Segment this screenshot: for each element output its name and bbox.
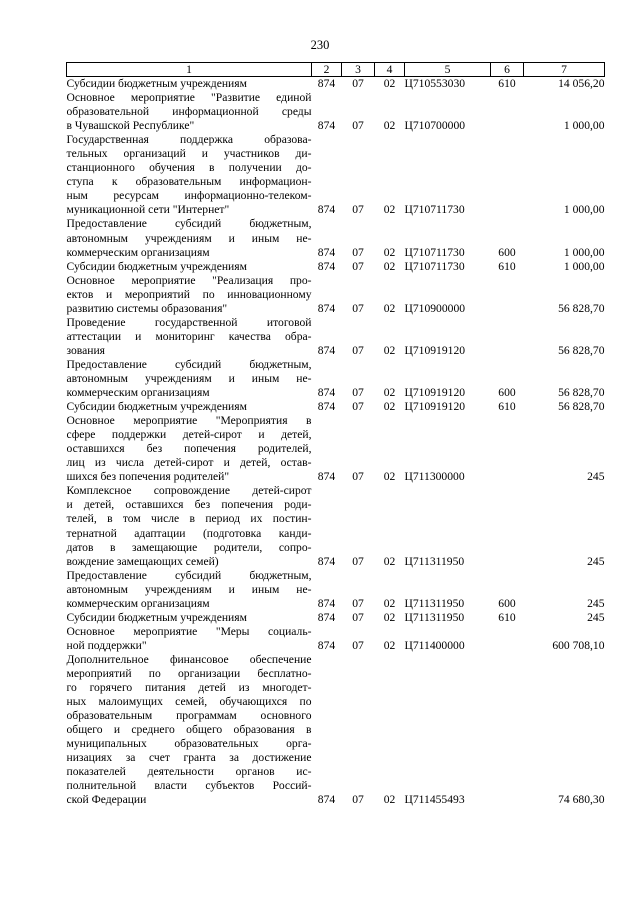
description-line: образовательной информационной среды — [66, 105, 312, 119]
cell-description — [67, 414, 312, 484]
description-line: автономным учреждениям и иным не- — [66, 231, 312, 245]
cell-section: 07 — [352, 400, 364, 414]
description-line: Субсидии бюджетным учреждениям — [66, 259, 247, 273]
cell-description — [67, 484, 312, 568]
cell-description — [67, 316, 312, 358]
cell-expense-type: 600 — [498, 386, 516, 400]
description-line: Проведение государственной итоговой — [66, 315, 312, 329]
description-line: автономным учреждениям и иным не- — [66, 371, 312, 385]
cell-section: 07 — [352, 119, 364, 133]
description-line: мероприятий по организации бесплатно- — [66, 666, 312, 680]
table-row — [67, 316, 605, 358]
cell-amount: 1 000,00 — [563, 245, 605, 259]
cell-expense-type — [491, 484, 524, 568]
cell-amount: 1 000,00 — [563, 259, 605, 273]
cell-section: 07 — [352, 203, 364, 217]
description-line: показателей деятельности органов ис- — [66, 765, 312, 779]
cell-target-article: Ц710919120 — [404, 400, 466, 414]
cell-target-article: Ц710700000 — [404, 119, 466, 133]
cell-expense-type — [491, 133, 524, 217]
table-row — [67, 217, 605, 259]
cell-target-article: Ц711400000 — [404, 638, 465, 652]
description-line: коммерческим организациям — [66, 245, 210, 259]
cell-section: 07 — [352, 386, 364, 400]
header-col-3: 3 — [342, 63, 375, 77]
header-col-1: 1 — [67, 63, 312, 77]
cell-subsection: 02 — [383, 77, 396, 90]
cell-description — [67, 400, 312, 414]
table-row — [67, 260, 605, 274]
cell-amount: 14 056,20 — [558, 77, 605, 90]
description-line: тернатной адаптации (подготовка канди- — [66, 526, 312, 540]
description-line: Субсидии бюджетным учреждениям — [66, 77, 247, 90]
cell-expense-type: 600 — [498, 245, 516, 259]
cell-ministry-code: 874 — [317, 610, 336, 624]
cell-description — [67, 358, 312, 400]
description-line: низациях за счет гранта за достижение — [66, 751, 312, 765]
header-col-2: 2 — [312, 63, 342, 77]
description-line: и детей, оставшихся без попечения роди- — [66, 498, 312, 512]
description-line: шихся без попечения родителей" — [66, 470, 230, 484]
cell-expense-type: 610 — [498, 259, 516, 273]
description-line: Государственная поддержка образова- — [66, 133, 312, 147]
cell-description — [67, 217, 312, 259]
table-row — [67, 625, 605, 653]
description-line: образовательным программам основного — [66, 709, 312, 723]
cell-amount: 245 — [587, 554, 605, 568]
cell-amount: 245 — [587, 470, 605, 484]
header-col-5: 5 — [405, 63, 491, 77]
cell-target-article: Ц710711730 — [404, 203, 465, 217]
description-line: полнительной власти субъектов Россий- — [66, 779, 312, 793]
cell-target-article: Ц711311950 — [404, 610, 465, 624]
cell-expense-type — [491, 625, 524, 653]
description-line: Предоставление субсидий бюджетным, — [66, 568, 312, 582]
description-line: Предоставление субсидий бюджетным, — [66, 217, 312, 231]
description-line: тельных организаций и участников ди- — [66, 147, 312, 161]
cell-subsection: 02 — [383, 793, 396, 807]
table-row — [67, 400, 605, 414]
cell-section: 07 — [352, 343, 364, 357]
header-col-6: 6 — [491, 63, 524, 77]
description-line: ектов и мероприятий по инновационному — [66, 287, 312, 301]
cell-description — [67, 133, 312, 217]
description-line: муникационной сети "Интернет" — [66, 203, 230, 217]
cell-ministry-code: 874 — [317, 119, 336, 133]
header-col-4: 4 — [375, 63, 405, 77]
cell-target-article: Ц710900000 — [404, 301, 466, 315]
cell-subsection: 02 — [383, 386, 396, 400]
description-line: ных малоимущих семей, обучающихся по — [66, 695, 312, 709]
header-row — [67, 63, 605, 77]
cell-expense-type — [491, 274, 524, 316]
table-header — [67, 63, 605, 77]
cell-subsection: 02 — [383, 596, 396, 610]
cell-subsection: 02 — [383, 301, 396, 315]
description-line: ступа к образовательным информацион- — [66, 175, 312, 189]
description-line: Основное мероприятие "Реализация про- — [66, 273, 312, 287]
cell-target-article: Ц711455493 — [404, 793, 465, 807]
cell-subsection: 02 — [383, 259, 396, 273]
cell-ministry-code: 874 — [317, 470, 336, 484]
cell-description — [67, 611, 312, 625]
cell-amount: 56 828,70 — [558, 386, 605, 400]
cell-section: 07 — [352, 77, 364, 90]
description-line: муниципальных образовательных орга- — [66, 737, 312, 751]
cell-amount: 1 000,00 — [563, 203, 605, 217]
description-line: коммерческим организациям — [66, 386, 210, 400]
description-line: в Чувашской Республике" — [66, 119, 195, 133]
description-line: Субсидии бюджетным учреждениям — [66, 610, 247, 624]
cell-subsection: 02 — [383, 203, 396, 217]
cell-section: 07 — [352, 301, 364, 315]
cell-ministry-code: 874 — [317, 245, 336, 259]
cell-expense-type — [491, 316, 524, 358]
cell-section: 07 — [352, 638, 364, 652]
description-line: Субсидии бюджетным учреждениям — [66, 400, 247, 414]
cell-ministry-code: 874 — [317, 638, 336, 652]
description-line: зования — [66, 343, 106, 357]
cell-target-article: Ц711300000 — [404, 470, 465, 484]
cell-description — [67, 91, 312, 133]
cell-amount: 56 828,70 — [558, 400, 605, 414]
cell-section: 07 — [352, 610, 364, 624]
description-line: ным ресурсам информационно-телеком- — [66, 189, 312, 203]
description-line: аттестации и мониторинг качества обра- — [66, 329, 312, 343]
table-row — [67, 414, 605, 484]
cell-description — [67, 77, 312, 92]
cell-amount: 1 000,00 — [563, 119, 605, 133]
description-line: станционного обучения в получении до- — [66, 161, 312, 175]
cell-amount: 56 828,70 — [558, 301, 605, 315]
table-row — [67, 358, 605, 400]
header-col-7: 7 — [524, 63, 605, 77]
description-line: датов в замещающие родители, сопро- — [66, 540, 312, 554]
table-body — [67, 77, 605, 808]
cell-expense-type — [491, 91, 524, 133]
budget-table — [66, 62, 605, 807]
cell-amount: 245 — [587, 596, 605, 610]
description-line: Основное мероприятие "Развитие единой — [66, 91, 312, 105]
cell-ministry-code: 874 — [317, 596, 336, 610]
cell-expense-type — [491, 414, 524, 484]
description-line: развитию системы образования" — [66, 301, 228, 315]
table-row — [67, 569, 605, 611]
cell-target-article: Ц711311950 — [404, 554, 465, 568]
description-line: Дополнительное финансовое обеспечение — [66, 652, 312, 666]
cell-section: 07 — [352, 554, 364, 568]
cell-subsection: 02 — [383, 245, 396, 259]
cell-ministry-code: 874 — [317, 386, 336, 400]
cell-target-article: Ц710919120 — [404, 386, 466, 400]
description-line: ной поддержки" — [66, 638, 147, 652]
description-line: Предоставление субсидий бюджетным, — [66, 357, 312, 371]
cell-amount: 245 — [587, 610, 605, 624]
description-line: лиц из числа детей-сирот и детей, остав- — [66, 456, 312, 470]
cell-subsection: 02 — [383, 343, 396, 357]
table-row — [67, 484, 605, 568]
description-line: коммерческим организациям — [66, 596, 210, 610]
cell-ministry-code: 874 — [317, 793, 336, 807]
cell-ministry-code: 874 — [317, 343, 336, 357]
cell-target-article: Ц710919120 — [404, 343, 466, 357]
table-row — [67, 133, 605, 217]
cell-ministry-code: 874 — [317, 400, 336, 414]
description-line: Основное мероприятие "Мероприятия в — [66, 414, 312, 428]
cell-subsection: 02 — [383, 470, 396, 484]
cell-subsection: 02 — [383, 554, 396, 568]
description-line: общего и среднего общего образования в — [66, 723, 312, 737]
cell-description — [67, 260, 312, 274]
table-row — [67, 611, 605, 625]
cell-target-article: Ц710711730 — [404, 245, 465, 259]
description-line: Комплексное сопровождение детей-сирот — [66, 484, 312, 498]
cell-expense-type: 610 — [498, 400, 516, 414]
description-line: оставшихся без попечения родителей, — [66, 442, 312, 456]
cell-ministry-code: 874 — [317, 259, 336, 273]
cell-subsection: 02 — [383, 610, 396, 624]
cell-description — [67, 653, 312, 808]
description-line: ской Федерации — [66, 793, 147, 807]
description-line: го горячего питания детей из многодет- — [66, 681, 312, 695]
cell-subsection: 02 — [383, 638, 396, 652]
cell-target-article: Ц710711730 — [404, 259, 465, 273]
cell-section: 07 — [352, 470, 364, 484]
table-row — [67, 77, 605, 92]
cell-description — [67, 625, 312, 653]
cell-target-article: Ц710553030 — [404, 77, 466, 90]
cell-section: 07 — [352, 259, 364, 273]
cell-description — [67, 274, 312, 316]
cell-amount: 74 680,30 — [558, 793, 605, 807]
page-number: 230 — [310, 38, 330, 52]
cell-section: 07 — [352, 596, 364, 610]
cell-expense-type: 610 — [498, 610, 516, 624]
cell-ministry-code: 874 — [317, 554, 336, 568]
cell-ministry-code: 874 — [317, 77, 336, 90]
cell-section: 07 — [352, 793, 364, 807]
cell-amount: 600 708,10 — [552, 638, 605, 652]
cell-section: 07 — [352, 245, 364, 259]
description-line: сфере поддержки детей-сирот и детей, — [66, 428, 312, 442]
cell-description — [67, 569, 312, 611]
description-line: автономным учреждениям и иным не- — [66, 582, 312, 596]
cell-amount: 56 828,70 — [558, 343, 605, 357]
cell-expense-type: 600 — [498, 596, 516, 610]
table-row — [67, 274, 605, 316]
cell-ministry-code: 874 — [317, 301, 336, 315]
cell-target-article: Ц711311950 — [404, 596, 465, 610]
description-line: Основное мероприятие "Меры социаль- — [66, 624, 312, 638]
cell-subsection: 02 — [383, 400, 396, 414]
cell-expense-type: 610 — [498, 77, 516, 90]
description-line: вождение замещающих семей) — [66, 554, 219, 568]
description-line: телей, в том числе в период их постин- — [66, 512, 312, 526]
cell-ministry-code: 874 — [317, 203, 336, 217]
cell-expense-type — [491, 653, 524, 808]
table-row — [67, 91, 605, 133]
cell-subsection: 02 — [383, 119, 396, 133]
table-row — [67, 653, 605, 808]
